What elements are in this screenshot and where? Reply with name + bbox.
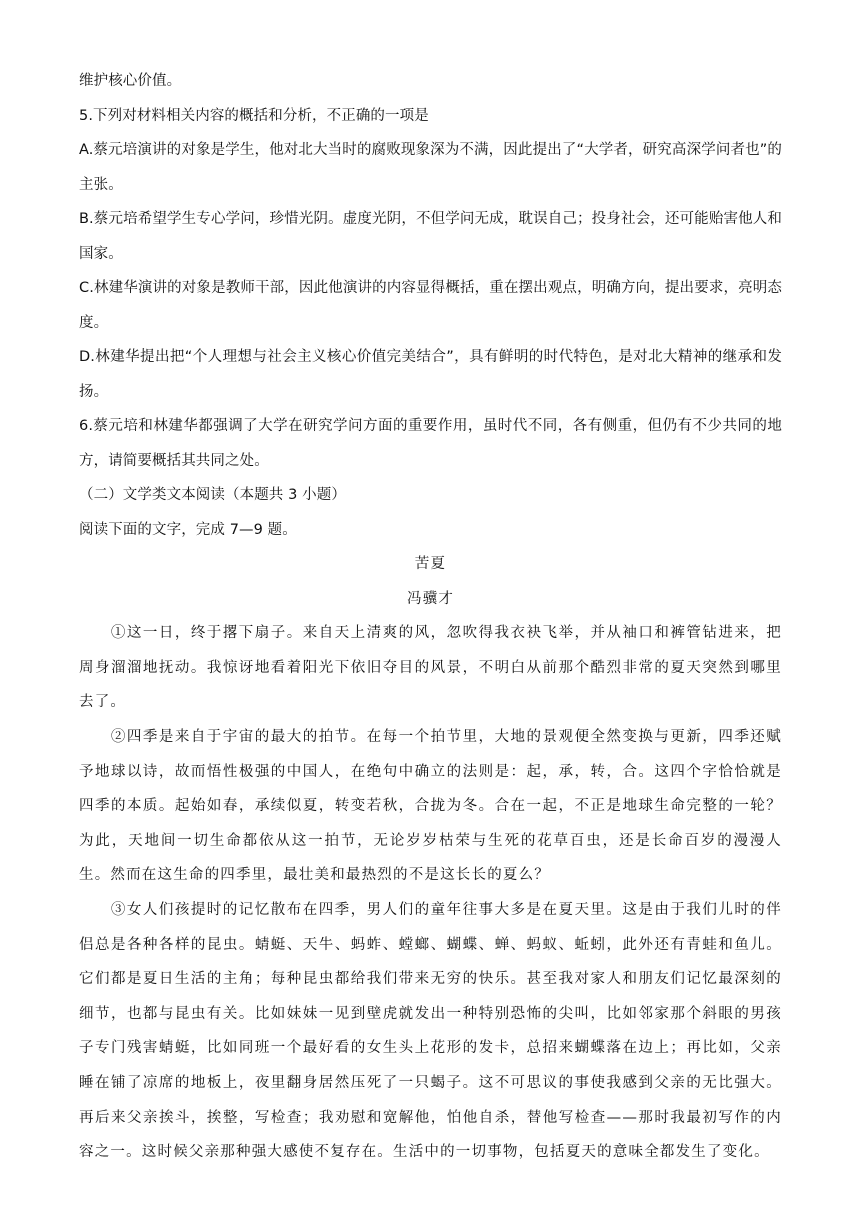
- article-paragraph-2: ②四季是来自于宇宙的最大的拍节。在每一个拍节里，大地的景观便全然变换与更新，四季还赋予地球以诗，故而悟性极强的中国人，在绝句中确立的法则是：起，承，转，合。这四个字恰恰就是四季的本质。起始如春，承续似夏，转变若秋，合拢为冬。合在一起，不正是地球生命完整的一轮？为此，天地间一切生命都依从这一拍节，无论岁岁枯荣与生死的花草百虫，还是长命百岁的漫漫人生。然而在这生命的四季里，最壮美和最热烈的不是这长长的夏么？: [79, 728, 782, 884]
- article-title: 苦夏: [414, 556, 447, 572]
- question-5-option-b: B.蔡元培希望学生专心学问，珍惜光阴。虚度光阴，不但学问无成，耽误自己；投身社会，还可能贻害他人和国家。: [79, 211, 782, 262]
- article-paragraph-3: ③女人们孩提时的记忆散布在四季，男人们的童年往事大多是在夏天里。这是由于我们儿时的伴侣总是各种各样的昆虫。蜻蜓、天牛、蚂蚱、螳螂、蝴蝶、蝉、蚂蚁、蚯蚓，此外还有青蛙和鱼儿。它们都是夏日生活的主角；每种昆虫都给我们带来无穷的快乐。甚至我对家人和朋友们记忆最深刻的细节，也都与昆虫有关。比如妹妹一见到壁虎就发出一种特别恐怖的尖叫，比如邻家那个斜眼的男孩子专门残害蜻蜓，比如同班一个最好看的女生头上花形的发卡，总招来蝴蝶落在边上；再比如，父亲睡在铺了凉席的地板上，夜里翻身居然压死了一只蝎子。这不可思议的事使我感到父亲的无比强大。再后来父亲挨斗，挨整，写检查；我劝慰和宽解他，怕他自杀，替他写检查——那时我最初写作的内容之一。这时候父亲那种强大感使不复存在。生活中的一切事物，包括夏天的意味全都发生了变化。: [79, 901, 782, 1161]
- section-instruction: 阅读下面的文字，完成 7—9 题。: [79, 521, 297, 538]
- carryover-line: 维护核心价值。: [79, 73, 182, 89]
- question-5-option-a: A.蔡元培演讲的对象是学生，他对北大当时的腐败现象深为不满，因此提出了“大学者，研究高深学问者也”的主张。: [79, 142, 782, 193]
- question-5-stem: 5.下列对材料相关内容的概括和分析，不正确的一项是: [79, 107, 429, 124]
- question-5-option-c: C.林建华演讲的对象是教师干部，因此他演讲的内容显得概括，重在摆出观点，明确方向，提出要求，亮明态度。: [79, 280, 782, 331]
- section-heading: （二）文学类文本阅读（本题共 3 小题）: [79, 487, 346, 503]
- question-5-option-d: D.林建华提出把“个人理想与社会主义核心价值完美结合”，具有鲜明的时代特色，是对北大精神的继承和发扬。: [79, 349, 782, 400]
- article-paragraph-1: ①这一日，终于撂下扇子。来自天上清爽的风，忽吹得我衣袂飞举，并从袖口和裤管钻进来，把周身溜溜地抚动。我惊讶地看着阳光下依旧夺目的风景，不明白从前那个酷烈非常的夏天突然到哪里去了。: [79, 625, 782, 711]
- question-6-stem: 6.蔡元培和林建华都强调了大学在研究学问方面的重要作用，虽时代不同，各有侧重，但仍有不少共同的地方，请简要概括其共同之处。: [79, 418, 782, 469]
- article-author: 冯骥才: [406, 590, 455, 607]
